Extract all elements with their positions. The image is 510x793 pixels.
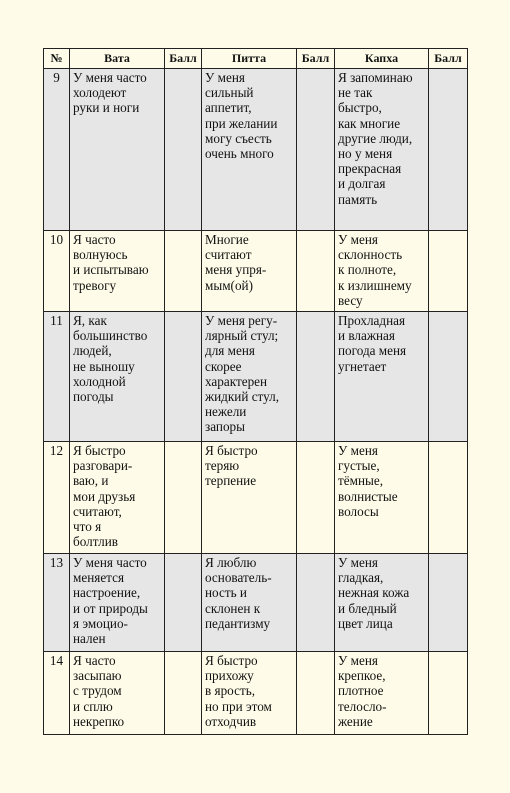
vata-cell <box>70 69 165 231</box>
vata-text: У меня часто меняется настроение, и от природы я эмоцио- нален <box>73 555 148 647</box>
pitta-text: У меня сильный аппетит, при желании могу съесть очень много <box>205 70 278 162</box>
vata-cell <box>70 554 165 652</box>
kapha-cell <box>335 652 429 735</box>
table-row <box>44 312 468 442</box>
vata-text: У меня часто холодеют руки и ноги <box>73 70 147 116</box>
row-number: 9 <box>44 69 70 231</box>
pitta-text: Я люблю основатель- ность и склонен к педантизму <box>205 555 272 631</box>
pitta-cell <box>202 231 297 312</box>
row-number: 12 <box>44 442 70 554</box>
table-header-row <box>44 49 468 69</box>
kapha-score-cell <box>429 554 468 652</box>
pitta-cell <box>202 652 297 735</box>
kapha-score-cell <box>429 312 468 442</box>
kapha-cell <box>335 554 429 652</box>
table-row <box>44 652 468 735</box>
kapha-score-cell <box>429 231 468 312</box>
kapha-text: У меня густые, тёмные, волнистые волосы <box>338 443 398 519</box>
pitta-cell <box>202 554 297 652</box>
table-row <box>44 231 468 312</box>
vata-cell <box>70 652 165 735</box>
vata-score-cell <box>165 69 202 231</box>
header-score-kapha: Балл <box>429 49 468 69</box>
kapha-text: У меня гладкая, нежная кожа и бледный цвет лица <box>338 555 410 631</box>
pitta-text: Я быстро прихожу в ярость, но при этом отходчив <box>205 653 272 729</box>
kapha-text: У меня крепкое, плотное телосло- жение <box>338 653 387 729</box>
table-row <box>44 442 468 554</box>
kapha-cell <box>335 69 429 231</box>
row-number: 14 <box>44 652 70 735</box>
vata-text: Я часто волнуюсь и испытываю тревогу <box>73 232 149 293</box>
kapha-cell <box>335 231 429 312</box>
header-kapha: Капха <box>335 49 429 69</box>
kapha-text: У меня склонность к полноте, к излишнему весу <box>338 232 412 308</box>
vata-score-cell <box>165 231 202 312</box>
vata-text: Я, как большинство людей, не выношу холодной погоды <box>73 313 148 405</box>
row-number: 11 <box>44 312 70 442</box>
kapha-text: Я запоминаю не так быстро, как многие другие люди, но у меня прекрасная и долгая память <box>338 70 413 207</box>
table-row <box>44 69 468 231</box>
vata-cell <box>70 312 165 442</box>
header-score-vata: Балл <box>165 49 202 69</box>
header-pitta: Питта <box>202 49 297 69</box>
pitta-text: Многие считают меня упря- мым(ой) <box>205 232 267 293</box>
vata-score-cell <box>165 442 202 554</box>
kapha-cell <box>335 312 429 442</box>
table-row <box>44 554 468 652</box>
pitta-cell <box>202 69 297 231</box>
kapha-text: Прохладная и влажная погода меня угнетает <box>338 313 407 374</box>
vata-score-cell <box>165 312 202 442</box>
pitta-score-cell <box>297 652 335 735</box>
dosha-questionnaire-table <box>43 48 468 735</box>
row-number: 13 <box>44 554 70 652</box>
kapha-score-cell <box>429 69 468 231</box>
row-number: 10 <box>44 231 70 312</box>
vata-score-cell <box>165 652 202 735</box>
vata-text: Я часто засыпаю с трудом и сплю некрепко <box>73 653 125 729</box>
pitta-cell <box>202 312 297 442</box>
pitta-text: Я быстро теряю терпение <box>205 443 258 489</box>
header-number: № <box>44 49 70 69</box>
pitta-cell <box>202 442 297 554</box>
vata-score-cell <box>165 554 202 652</box>
vata-cell <box>70 442 165 554</box>
pitta-text: У меня регу- лярный стул; для меня скорее характерен жидкий стул, нежели запоры <box>205 313 280 435</box>
pitta-score-cell <box>297 69 335 231</box>
pitta-score-cell <box>297 312 335 442</box>
pitta-score-cell <box>297 442 335 554</box>
pitta-score-cell <box>297 554 335 652</box>
kapha-score-cell <box>429 652 468 735</box>
kapha-score-cell <box>429 442 468 554</box>
pitta-score-cell <box>297 231 335 312</box>
header-score-pitta: Балл <box>297 49 335 69</box>
vata-text: Я быстро разговари- ваю, и мои друзья считают, что я болтлив <box>73 443 136 550</box>
kapha-cell <box>335 442 429 554</box>
header-vata: Вата <box>70 49 165 69</box>
vata-cell <box>70 231 165 312</box>
